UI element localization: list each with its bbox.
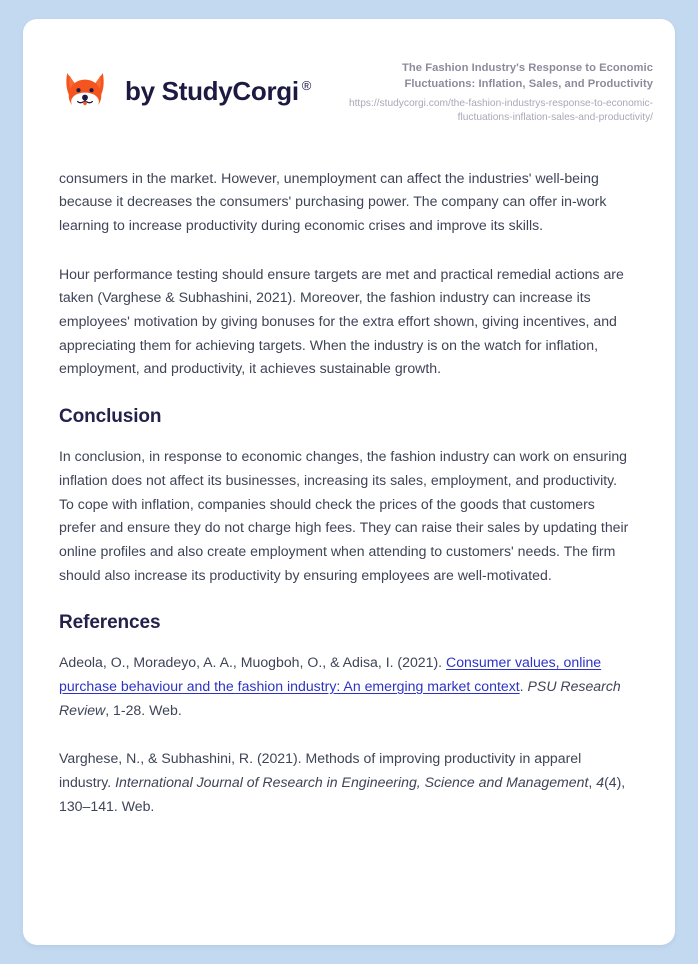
heading-references: References [59,612,161,634]
reference-link[interactable]: Consumer values, online purchase behaviour and the fashion industry: An emerging market context [59,654,602,694]
reference-journal: PSU Research Review [59,677,621,718]
reference-journal: International Journal of Research in Engineering, Science and Management [115,773,589,790]
page-title: The Fashion Industry's Response to Economic Fluctuations: Inflation, Sales, and Productivity [402,62,653,90]
document-body [23,167,675,818]
corgi-logo-icon [59,65,111,117]
brand-logo[interactable] [59,59,311,117]
brand-wordmark [125,76,311,107]
reference-tail: , 1-28. Web. [105,701,182,718]
reference-item [59,651,632,722]
reference-tail: (4), 130–141. Web. [59,773,626,814]
document-card [23,19,675,945]
paragraph-performance: Hour performance testing should ensure targets are met and practical remedial actions are taken (Varghese & Subhashini, 2021). Moreover, the fashion industry can increase its employees' motivation by giving bonuses for the extra effort shown, giving incentives, and appreciating them for achieving targets. When the industry is on the watch for inflation, employment, and productivity, it achieves sustainable growth. [59,265,624,377]
reference-separator: , [588,773,597,790]
page-url: https://studycorgi.com/the-fashion-industrys-response-to-economic-fluctuations-inflation-sales-and-productivity/ [348,97,653,124]
registered-trademark-icon: ® [301,77,312,93]
document-header [23,19,675,126]
reference-separator: . [519,677,528,694]
brand-text: by StudyCorgi [125,75,299,106]
paragraph-conclusion: In conclusion, in response to economic changes, the fashion industry can work on ensuring inflation does not affect its businesses, increasing its sales, employment, and productivity. To cope with inflation, companies should check the prices of the goods that customers prefer and ensure they do not charge high fees. They can raise their sales by updating their online profiles and also create employment when attending to customers' needs. The firm should also increase its productivity by ensuring employees are well-motivated. [59,448,629,583]
reference-item [59,747,632,818]
header-meta [333,59,653,126]
paragraph-intro: consumers in the market. However, unemployment can affect the industries' well-being because it decreases the consumers' purchasing power. The company can offer in-work learning to increase productivity during economic crises and improve its skills. [59,169,607,234]
reference-volume: 4 [596,773,605,790]
heading-conclusion: Conclusion [59,406,162,428]
reference-authors: Adeola, O., Moradeyo, A. A., Muogboh, O., & Adisa, I. (2021). [59,654,447,671]
reference-authors: Varghese, N., & Subhashini, R. (2021). Methods of improving productivity in apparel industry. [59,750,582,790]
